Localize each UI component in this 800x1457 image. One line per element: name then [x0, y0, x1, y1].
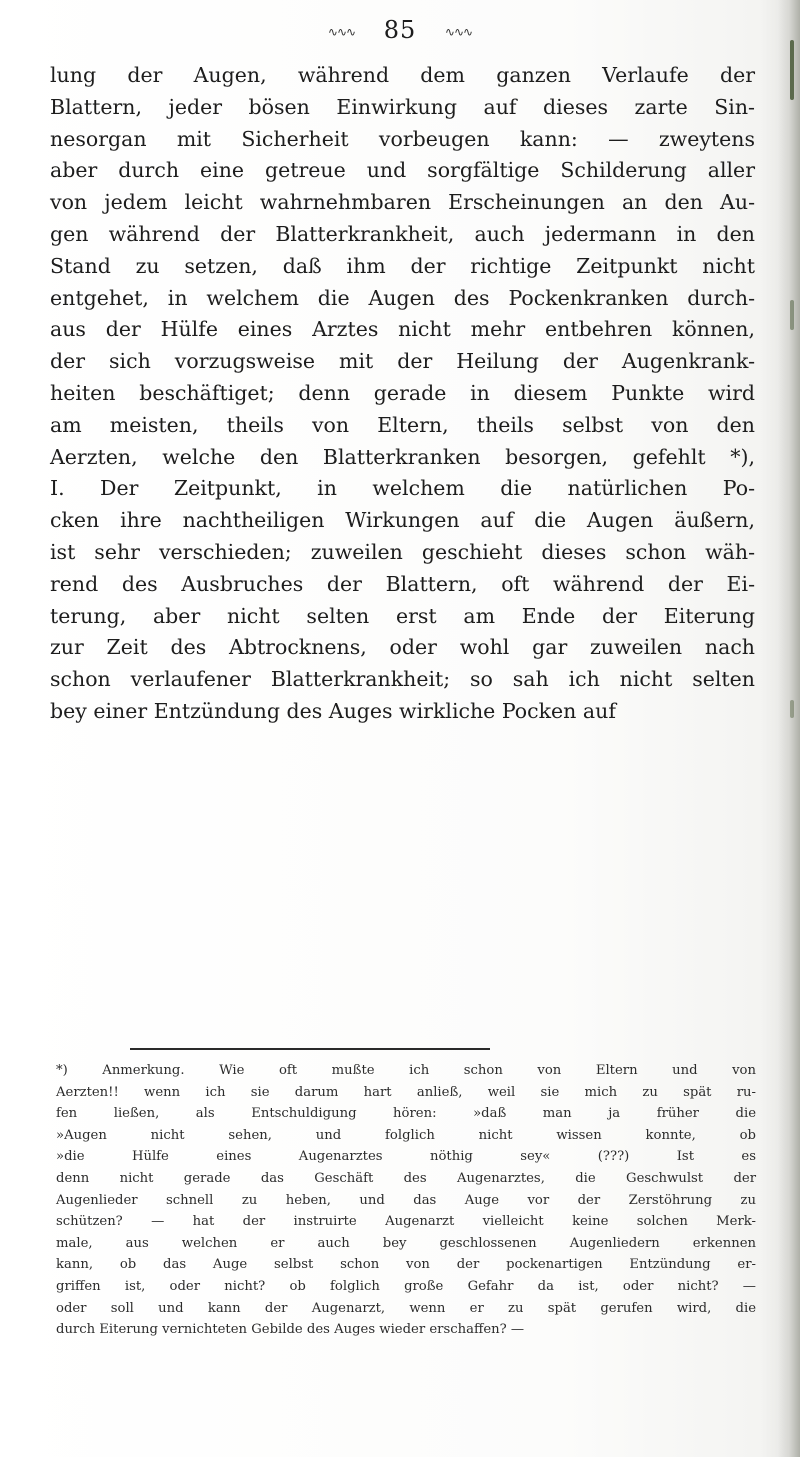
ornament-right-icon: ∿∿∿: [444, 24, 473, 39]
footnote-line: griffen ist, oder nicht? ob folglich große Gefahr da ist, oder nicht? —: [56, 1278, 756, 1294]
text-line: Blattern, jeder bösen Einwirkung auf dieses zarte Sin-: [50, 94, 755, 119]
text-line: am meisten, theils von Eltern, theils selbst von den: [50, 412, 755, 437]
footnote-line: »Augen nicht sehen, und folglich nicht wissen konnte, ob: [56, 1127, 756, 1143]
text-line: heiten beschäftiget; denn gerade in diesem Punkte wird: [50, 380, 755, 405]
text-line: ist sehr verschieden; zuweilen geschieht dieses schon wäh-: [50, 539, 755, 564]
edge-stain: [790, 300, 794, 330]
page-number: 85: [383, 16, 417, 44]
footnote-line: fen ließen, als Entschuldigung hören: »daß man ja früher die: [56, 1106, 756, 1122]
footnote-line: denn nicht gerade das Geschäft des Augenarztes, die Geschwulst der: [56, 1170, 756, 1186]
edge-stain: [790, 700, 794, 718]
page-header: [0, 16, 800, 44]
text-line: cken ihre nachtheiligen Wirkungen auf die Augen äußern,: [50, 508, 755, 533]
text-line: nesorgan mit Sicherheit vorbeugen kann: — zweytens: [50, 126, 755, 151]
page-edge-shadow: [778, 0, 800, 1457]
text-line: der sich vorzugsweise mit der Heilung der Augenkrank-: [50, 349, 755, 374]
text-line: Stand zu setzen, daß ihm der richtige Zeitpunkt nicht: [50, 253, 755, 278]
text-line: terung, aber nicht selten erst am Ende der Eiterung: [50, 603, 755, 628]
text-line: von jedem leicht wahrnehmbaren Erscheinungen an den Au-: [50, 190, 755, 215]
text-line: lung der Augen, während dem ganzen Verlaufe der: [50, 63, 755, 87]
text-line: gen während der Blatterkrankheit, auch jedermann in den: [50, 221, 755, 246]
text-line: schon verlaufener Blatterkrankheit; so sah ich nicht selten: [50, 667, 755, 692]
text-line: rend des Ausbruches der Blattern, oft während der Ei-: [50, 571, 755, 596]
text-line: bey einer Entzündung des Auges wirkliche Pocken auf: [50, 698, 616, 723]
text-line: aber durch eine getreue und sorgfältige Schilderung aller: [50, 158, 755, 183]
edge-stain: [790, 40, 794, 100]
footnote-divider: [130, 1048, 490, 1050]
text-line: zur Zeit des Abtrocknens, oder wohl gar zuweilen nach: [50, 635, 755, 660]
text-line: I. Der Zeitpunkt, in welchem die natürlichen Po-: [50, 476, 755, 501]
footnote-line: male, aus welchen er auch bey geschlossenen Augenliedern erkennen: [56, 1235, 756, 1251]
footnote-line: Aerzten!! wenn ich sie darum hart anließ, weil sie mich zu spät ru-: [56, 1084, 756, 1100]
footnote-line: kann, ob das Auge selbst schon von der pockenartigen Entzündung er-: [56, 1257, 756, 1273]
main-text: [50, 60, 755, 728]
ornament-left-icon: ∿∿∿: [327, 24, 356, 39]
footnote-line: Augenlieder schnell zu heben, und das Auge vor der Zerstöhrung zu: [56, 1192, 756, 1208]
footnote-line: durch Eiterung vernichteten Gebilde des Auges wieder erschaffen? —: [56, 1322, 525, 1338]
text-line: entgehet, in welchem die Augen des Pockenkranken durch-: [50, 285, 755, 310]
text-line: Aerzten, welche den Blatterkranken besorgen, gefehlt *),: [50, 444, 755, 469]
footnote-line: »die Hülfe eines Augenarztes nöthig sey« (???) Ist es: [56, 1149, 756, 1165]
footnote-line: oder soll und kann der Augenarzt, wenn er zu spät gerufen wird, die: [56, 1300, 756, 1316]
text-line: aus der Hülfe eines Arztes nicht mehr entbehren können,: [50, 317, 755, 342]
footnote-line: *) Anmerkung. Wie oft mußte ich schon von Eltern und von: [56, 1063, 756, 1078]
footnote-line: schützen? — hat der instruirte Augenarzt vielleicht keine solchen Merk-: [56, 1214, 756, 1230]
footnote: [56, 1060, 756, 1341]
